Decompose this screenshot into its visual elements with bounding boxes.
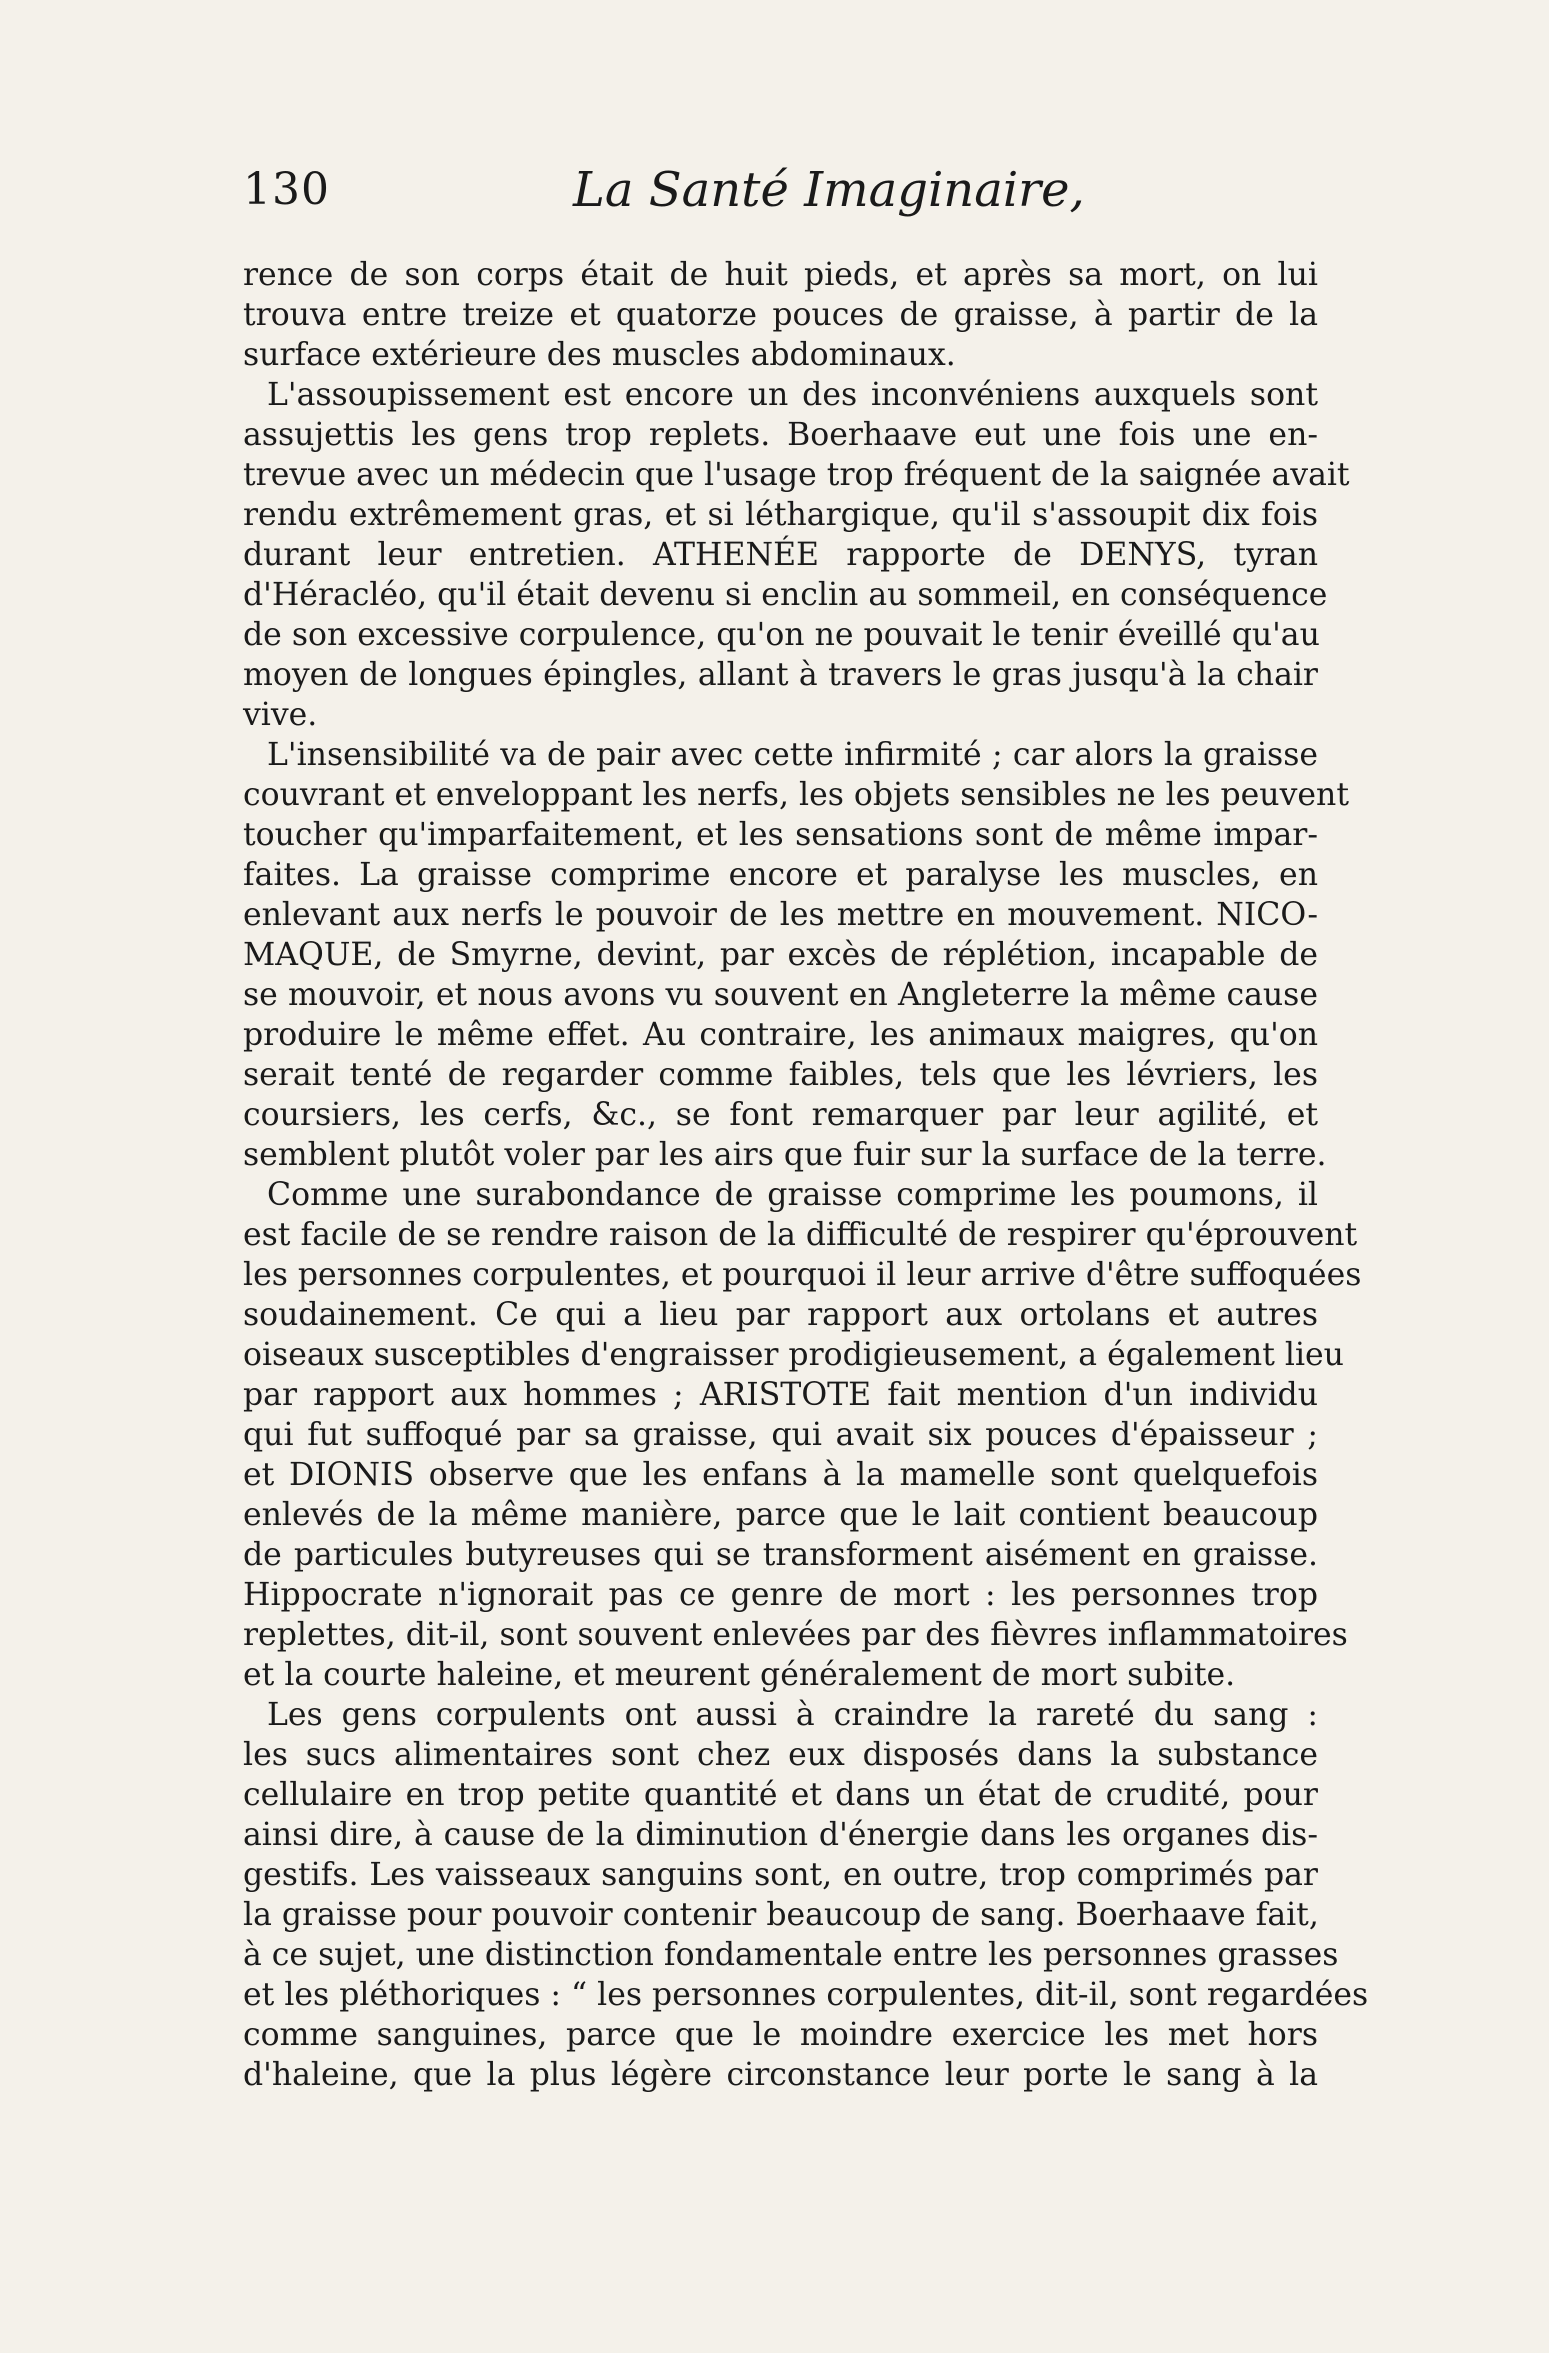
text-line: rendu extrêmement gras, et si léthargique, qu'il s'assoupit dix fois <box>243 497 1318 533</box>
text-line: cellulaire en trop petite quantité et dans un état de crudité, pour <box>243 1777 1318 1813</box>
text-line: soudainement. Ce qui a lieu par rapport aux ortolans et autres <box>243 1297 1318 1333</box>
text-line: comme sanguines, parce que le moindre exercice les met hors <box>243 2017 1318 2053</box>
text-line: surface extérieure des muscles abdominaux. <box>243 337 956 373</box>
text-line: les sucs alimentaires sont chez eux disposés dans la substance <box>243 1737 1318 1773</box>
text-line: est facile de se rendre raison de la difficulté de respirer qu'éprouvent <box>243 1217 1358 1253</box>
text-line: trevue avec un médecin que l'usage trop fréquent de la saignée avait <box>243 457 1350 493</box>
text-line: serait tenté de regarder comme faibles, tels que les lévriers, les <box>243 1057 1318 1093</box>
text-line: Les gens corpulents ont aussi à craindre la rareté du sang : <box>267 1697 1318 1733</box>
text-line: assujettis les gens trop replets. Boerhaave eut une fois une en- <box>243 417 1318 453</box>
text-line: coursiers, les cerfs, &c., se font remarquer par leur agilité, et <box>243 1097 1318 1133</box>
text-line: faites. La graisse comprime encore et paralyse les muscles, en <box>243 857 1318 893</box>
text-line: vive. <box>243 697 318 733</box>
text-line: gestifs. Les vaisseaux sanguins sont, en outre, trop comprimés par <box>243 1857 1318 1893</box>
text-line: MAQUE, de Smyrne, devint, par excès de réplétion, incapable de <box>243 937 1318 973</box>
text-line: d'haleine, que la plus légère circonstance leur porte le sang à la <box>243 2057 1318 2093</box>
paragraph-2 <box>243 375 1350 735</box>
text-line: d'Héracléo, qu'il était devenu si enclin au sommeil, en conséquence <box>243 577 1328 613</box>
text-line: de son excessive corpulence, qu'on ne pouvait le tenir éveillé qu'au <box>243 617 1320 653</box>
text-line: enlevés de la même manière, parce que le lait contient beaucoup <box>243 1497 1318 1533</box>
text-line: moyen de longues épingles, allant à travers le gras jusqu'à la chair <box>243 657 1318 693</box>
text-line: à ce sujet, une distinction fondamentale entre les personnes grasses <box>243 1937 1339 1973</box>
text-line: semblent plutôt voler par les airs que fuir sur la surface de la terre. <box>243 1137 1327 1173</box>
text-line: replettes, dit-il, sont souvent enlevées par des fièvres inflammatoires <box>243 1617 1348 1653</box>
text-line: produire le même effet. Au contraire, les animaux maigres, qu'on <box>243 1017 1318 1053</box>
page-number: 130 <box>243 164 330 215</box>
text-line: L'insensibilité va de pair avec cette infirmité ; car alors la graisse <box>267 737 1318 773</box>
text-line: toucher qu'imparfaitement, et les sensations sont de même impar- <box>243 817 1318 853</box>
text-line: les personnes corpulentes, et pourquoi il leur arrive d'être suffoquées <box>243 1257 1362 1293</box>
text-line: Comme une surabondance de graisse comprime les poumons, il <box>267 1177 1318 1213</box>
text-line: durant leur entretien. ATHENÉE rapporte de DENYS, tyran <box>243 537 1318 573</box>
text-line: trouva entre treize et quatorze pouces de graisse, à partir de la <box>243 297 1318 333</box>
text-line: couvrant et enveloppant les nerfs, les objets sensibles ne les peuvent <box>243 777 1349 813</box>
text-line: rence de son corps était de huit pieds, et après sa mort, on lui <box>243 257 1318 293</box>
paragraph-3 <box>243 735 1349 1175</box>
paragraph-1 <box>243 255 1318 375</box>
running-title: La Santé Imaginaire, <box>573 162 1085 218</box>
text-line: Hippocrate n'ignorait pas ce genre de mort : les personnes trop <box>243 1577 1318 1613</box>
text-line: et les pléthoriques : “ les personnes corpulentes, dit-il, sont regardées <box>243 1977 1369 2013</box>
text-line: se mouvoir, et nous avons vu souvent en Angleterre la même cause <box>243 977 1318 1013</box>
body-text <box>243 255 1369 2095</box>
text-line: ainsi dire, à cause de la diminution d'énergie dans les organes dis- <box>243 1817 1318 1853</box>
text-line: enlevant aux nerfs le pouvoir de les mettre en mouvement. NICO- <box>243 897 1318 933</box>
paragraph-4 <box>243 1175 1362 1695</box>
page-header <box>243 160 1318 220</box>
paragraph-5 <box>243 1695 1369 2095</box>
text-line: qui fut suffoqué par sa graisse, qui avait six pouces d'épaisseur ; <box>243 1417 1318 1453</box>
text-line: et DIONIS observe que les enfans à la mamelle sont quelquefois <box>243 1457 1318 1493</box>
text-line: par rapport aux hommes ; ARISTOTE fait mention d'un individu <box>243 1377 1318 1413</box>
text-line: oiseaux susceptibles d'engraisser prodigieusement, a également lieu <box>243 1337 1344 1373</box>
text-line: la graisse pour pouvoir contenir beaucoup de sang. Boerhaave fait, <box>243 1897 1319 1933</box>
text-line: de particules butyreuses qui se transforment aisément en graisse. <box>243 1537 1318 1573</box>
text-line: et la courte haleine, et meurent généralement de mort subite. <box>243 1657 1236 1693</box>
text-line: L'assoupissement est encore un des inconvéniens auxquels sont <box>267 377 1318 413</box>
